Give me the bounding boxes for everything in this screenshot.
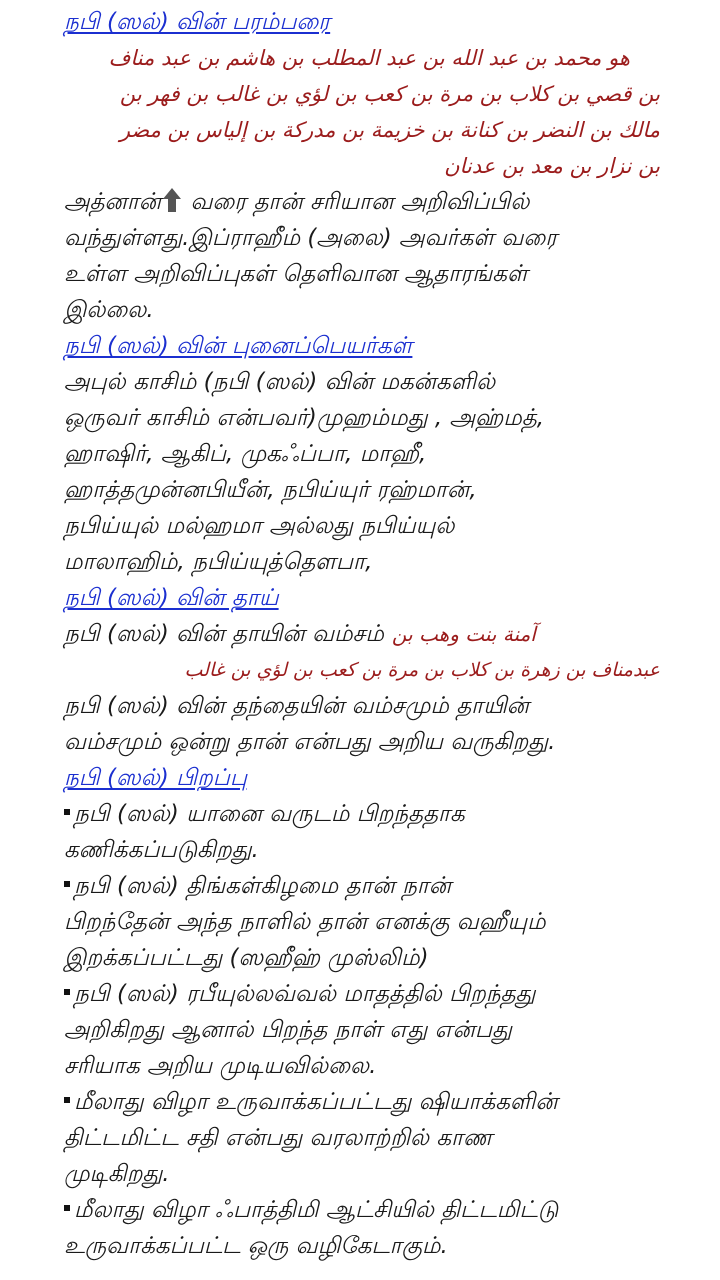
mother-lineage-tamil: நபி (ஸல்) வின் தாயின் வம்சம்: [64, 621, 384, 647]
square-bullet-icon: [64, 989, 70, 995]
names-text-line: ஹாஷிர், ஆகிப், முகஃப்பா, மாஹீ,: [64, 441, 427, 467]
bullet-text: நபி (ஸல்) திங்கள்கிழமை தான் நான்: [74, 873, 452, 899]
lineage-arabic-line: بن نزار بن معد بن عدنان: [444, 154, 660, 178]
names-heading[interactable]: நபி (ஸல்) வின் புனைப்பெயர்கள்: [64, 333, 413, 359]
bullet-text: நபி (ஸல்) யானை வருடம் பிறந்ததாக: [74, 801, 465, 827]
lineage-arabic-line: هو محمد بن عبد الله بن عبد المطلب بن هاشم بن عبد مناف: [108, 46, 630, 70]
birth-bullet-line: முடிகிறது.: [64, 1161, 170, 1187]
birth-bullet-line: [64, 868, 660, 904]
birth-bullet-line: இறக்கப்பட்டது (ஸஹீஹ் முஸ்லிம்): [64, 945, 429, 971]
names-text-line: அபுல் காசிம் (நபி (ஸல்) வின் மகன்களில்: [64, 369, 496, 395]
birth-bullet-line: பிறந்தேன் அந்த நாளில் தான் எனக்கு வஹீயும்: [64, 909, 546, 935]
mother-heading[interactable]: நபி (ஸல்) வின் தாய்: [64, 585, 279, 611]
names-text-line: ஹாத்தமுன்னபியீன், நபிய்யுர் ரஹ்மான்,: [64, 477, 477, 503]
names-text-line: மாலாஹிம், நபிய்யுத்தௌபா,: [64, 549, 373, 575]
birth-bullet-line: [64, 1084, 660, 1120]
names-text-line: ஒருவர் காசிம் என்பவர்)முஹம்மது , அஹ்மத்,: [64, 405, 545, 431]
birth-bullet-line: திட்டமிட்ட சதி என்பது வரலாற்றில் காண: [64, 1125, 493, 1151]
birth-bullet-line: அறிகிறது ஆனால் பிறந்த நாள் எது என்பது: [64, 1017, 512, 1043]
mother-text-line: நபி (ஸல்) வின் தந்தையின் வம்சமும் தாயின்: [64, 693, 530, 719]
birth-heading[interactable]: நபி (ஸல்) பிறப்பு: [64, 765, 247, 791]
birth-bullet-line: சரியாக அறிய முடியவில்லை.: [64, 1053, 377, 1079]
lineage-text-line: இல்லை.: [64, 297, 154, 323]
lineage-text-line: வந்துள்ளது.இப்ராஹீம் (அலை) அவர்கள் வரை: [64, 225, 558, 251]
mother-text-line: வம்சமும் ஒன்று தான் என்பது அறிய வருகிறது.: [64, 729, 556, 755]
square-bullet-icon: [64, 1097, 70, 1103]
mother-lineage-arabic: آمنة بنت وهب بن: [391, 622, 536, 646]
lineage-text-after-arrow: வரை தான் சரியான அறிவிப்பில்: [183, 189, 530, 215]
lineage-arabic-line: بن قصي بن كلاب بن مرة بن كعب بن لؤي بن غالب بن فهر بن: [119, 82, 660, 106]
document-page: [64, 4, 660, 1264]
lineage-text-before-arrow: அத்னான்: [64, 189, 162, 215]
lineage-text-line: [64, 184, 660, 220]
square-bullet-icon: [64, 1205, 70, 1211]
bullet-text: மீலாது விழா ஃபாத்திமி ஆட்சியில் திட்டமிட்டு: [74, 1197, 559, 1223]
lineage-text-line: உள்ள அறிவிப்புகள் தெளிவான ஆதாரங்கள்: [64, 261, 528, 287]
bullet-text: மீலாது விழா உருவாக்கப்பட்டது ஷியாக்களின்: [74, 1089, 558, 1115]
birth-bullet-line: [64, 976, 660, 1012]
mother-lineage-line: [64, 616, 660, 652]
mother-lineage-arabic-line: عبدمناف بن زهرة بن كلاب بن مرة بن كعب بن لؤي بن غالب: [184, 659, 660, 681]
bullet-text: நபி (ஸல்) ரபீயுல்லவ்வல் மாதத்தில் பிறந்தது: [74, 981, 536, 1007]
square-bullet-icon: [64, 809, 70, 815]
up-arrow-icon: [163, 188, 181, 212]
square-bullet-icon: [64, 881, 70, 887]
lineage-heading[interactable]: நபி (ஸல்) வின் பரம்பரை: [64, 9, 331, 35]
birth-bullet-line: [64, 796, 660, 832]
birth-bullet-line: உருவாக்கப்பட்ட ஒரு வழிகேடாகும்.: [64, 1233, 448, 1259]
lineage-arabic-line: مالك بن النضر بن كنانة بن خزيمة بن مدركة بن إلياس بن مضر: [119, 118, 660, 142]
birth-bullet-line: கணிக்கப்படுகிறது.: [64, 837, 259, 863]
birth-bullet-line: [64, 1192, 660, 1228]
names-text-line: நபிய்யுல் மல்ஹமா அல்லது நபிய்யுல்: [64, 513, 455, 539]
